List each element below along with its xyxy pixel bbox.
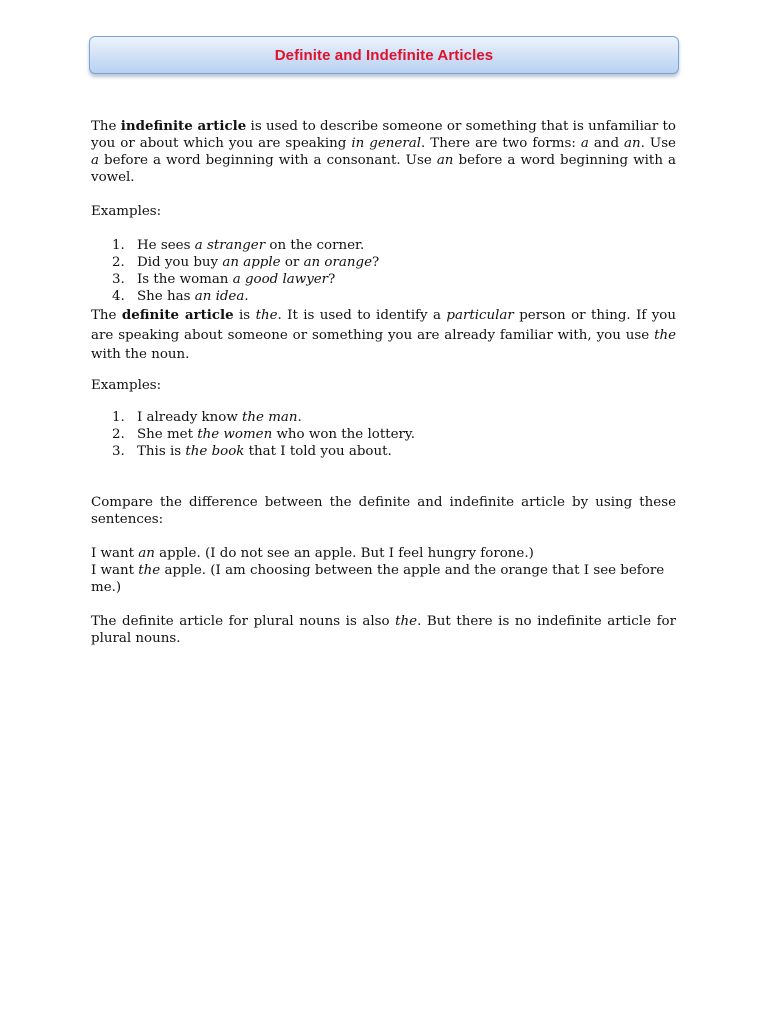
indefinite-paragraph xyxy=(91,118,676,186)
italic-run: the book xyxy=(185,444,245,459)
italic-run: a stranger xyxy=(194,238,266,253)
text-run: who won the lottery. xyxy=(272,427,415,442)
italic-run: an apple xyxy=(222,255,281,270)
text-run: before a word beginning with a consonant. Use xyxy=(98,153,437,168)
text-run: I already know xyxy=(137,410,243,425)
text-run: I want xyxy=(91,546,139,561)
list-number: 1. xyxy=(112,238,125,253)
compare-section xyxy=(91,494,676,647)
list-number: 2. xyxy=(112,255,125,270)
italic-run: an xyxy=(436,153,454,168)
text-run: before a word beginning with a vowel. xyxy=(91,153,676,185)
list-item xyxy=(91,288,676,305)
definite-section xyxy=(91,306,676,365)
italic-run: the xyxy=(395,614,418,629)
text-run: He sees xyxy=(137,238,195,253)
text-run: The definite article for plural nouns is also xyxy=(91,614,396,629)
list-item xyxy=(91,443,676,460)
text-run: is xyxy=(233,308,256,323)
title-banner xyxy=(89,36,679,74)
plural-note xyxy=(91,613,676,647)
text-run: ? xyxy=(328,272,336,287)
list-number: 1. xyxy=(112,410,125,425)
indefinite-section xyxy=(91,118,676,305)
list-item xyxy=(91,426,676,443)
page-title: Definite and Indefinite Articles xyxy=(274,46,494,64)
italic-run: the man xyxy=(242,410,298,425)
text-run: is used to describe someone or something that is unfamiliar to you or about which you are speaking xyxy=(91,119,676,151)
italic-run: an orange xyxy=(303,255,372,270)
compare-intro: Compare the difference between the definite and indefinite article by using these sentences: xyxy=(91,495,676,527)
list-item xyxy=(91,409,676,426)
indefinite-article-term: indefinite article xyxy=(120,118,247,134)
definite-paragraph xyxy=(91,306,676,365)
text-run: She has xyxy=(137,289,195,304)
definite-article-term: definite article xyxy=(121,307,234,323)
italic-run: the women xyxy=(197,427,273,442)
text-run: . xyxy=(297,410,302,425)
text-run: . It is used to identify a xyxy=(277,308,447,323)
text-run: apple. (I am choosing between the apple and the orange that I see before me.) xyxy=(91,563,665,595)
examples-list-definite xyxy=(91,409,676,460)
list-number: 4. xyxy=(112,289,125,304)
list-number: 2. xyxy=(112,427,125,442)
text-run: Is the woman xyxy=(137,272,233,287)
text-run: with the noun. xyxy=(91,347,190,362)
text-run: that I told you about. xyxy=(244,444,392,459)
text-run: apple. (I do not see an apple. But I feel hungry forone.) xyxy=(154,546,534,561)
list-item xyxy=(91,254,676,271)
definite-examples xyxy=(91,377,676,460)
italic-run: a xyxy=(91,153,99,168)
text-run: on the corner. xyxy=(265,238,365,253)
text-run: She met xyxy=(137,427,198,442)
list-item xyxy=(91,237,676,254)
compare-sentence-the xyxy=(91,562,676,596)
list-item xyxy=(91,271,676,288)
text-run: person or thing. If you are speaking about someone or something you are already familiar with, you use xyxy=(91,308,676,343)
examples-list-indefinite xyxy=(91,237,676,305)
text-run: . But there is no indefinite article for plural nouns. xyxy=(91,614,676,646)
text-run: The xyxy=(91,119,121,134)
italic-run: an xyxy=(138,546,155,561)
text-run: I want xyxy=(91,563,139,578)
text-run: . There are two forms: xyxy=(421,136,581,151)
italic-run: a xyxy=(580,136,589,151)
italic-run: the xyxy=(255,308,278,323)
italic-run: particular xyxy=(446,308,514,323)
text-run: . Use xyxy=(640,136,676,151)
italic-run: a good lawyer xyxy=(232,272,329,287)
text-run: This is xyxy=(137,444,186,459)
italic-run: in general xyxy=(351,136,422,151)
text-run: ? xyxy=(372,255,380,270)
text-run: . xyxy=(244,289,249,304)
list-number: 3. xyxy=(112,444,125,459)
italic-run: an xyxy=(624,136,641,151)
list-number: 3. xyxy=(112,272,125,287)
italic-run: the xyxy=(654,327,676,343)
examples-label: Examples: xyxy=(91,204,162,219)
text-run: The xyxy=(91,308,122,323)
compare-sentence-an xyxy=(91,545,676,562)
examples-label: Examples: xyxy=(91,378,162,393)
italic-run: the xyxy=(138,563,161,578)
text-run: and xyxy=(588,136,625,151)
text-run: or xyxy=(280,255,304,270)
text-run: Did you buy xyxy=(137,255,223,270)
italic-run: an idea xyxy=(194,289,245,304)
